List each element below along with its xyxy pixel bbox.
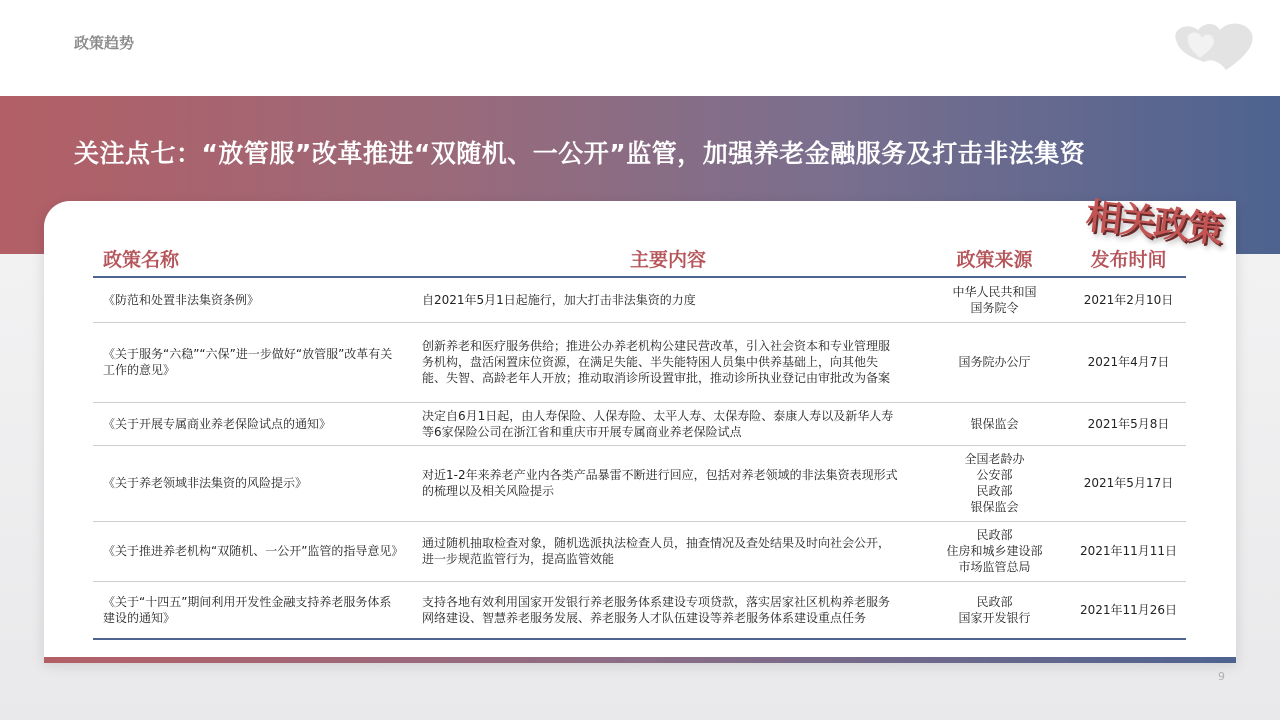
source-line: 公安部 xyxy=(976,468,1013,482)
page-title: 关注点七：“放管服”改革推进“双随机、一公开”监管，加强养老金融服务及打击非法集资 xyxy=(74,139,1086,168)
policy-content: 创新养老和医疗服务供给；推进公办养老机构公建民营改革，引入社会资本和专业管理服务机构，盘活闲置床位资源，在满足失能、半失能特困人员集中供养基础上，向其他失能、失智、高龄老年人开放；推动取消诊所设置审批，推动诊所执业登记由审批改为备案 xyxy=(418,322,918,402)
related-policy-stamp: 相关政策 xyxy=(1083,194,1224,251)
header-policy-source: 政策来源 xyxy=(918,245,1071,277)
policy-source xyxy=(918,445,1071,521)
table-row xyxy=(93,277,1186,322)
policy-name: 《关于服务“六稳”“六保”进一步做好“放管服”改革有关工作的意见》 xyxy=(93,322,418,402)
card-accent-bar xyxy=(44,657,1236,663)
policy-date: 2021年5月17日 xyxy=(1071,445,1186,521)
table-header-row xyxy=(93,245,1186,277)
source-line: 住房和城乡建设部 xyxy=(946,544,1043,558)
policy-source xyxy=(918,322,1071,402)
table-row xyxy=(93,445,1186,521)
header-policy-name: 政策名称 xyxy=(93,245,418,277)
policy-name: 《防范和处置非法集资条例》 xyxy=(93,277,418,322)
page-number: 9 xyxy=(1218,670,1225,683)
policy-table xyxy=(93,245,1186,640)
policy-content: 决定自6月1日起，由人寿保险、人保寿险、太平人寿、太保寿险、泰康人寿以及新华人寿等6家保险公司在浙江省和重庆市开展专属商业养老保险试点 xyxy=(418,402,918,445)
policy-name: 《关于养老领域非法集资的风险提示》 xyxy=(93,445,418,521)
policy-source xyxy=(918,277,1071,322)
policy-date: 2021年11月11日 xyxy=(1071,521,1186,581)
source-line: 中华人民共和国 xyxy=(952,284,1037,299)
heart-logo-icon xyxy=(1168,18,1258,74)
table-row xyxy=(93,581,1186,639)
policy-content: 通过随机抽取检查对象，随机选派执法检查人员，抽查情况及查处结果及时向社会公开，进一步规范监管行为，提高监管效能 xyxy=(418,521,918,581)
policy-source xyxy=(918,521,1071,581)
policy-date: 2021年5月8日 xyxy=(1071,402,1186,445)
policy-name: 《关于开展专属商业养老保险试点的通知》 xyxy=(93,402,418,445)
source-line: 国务院办公厅 xyxy=(958,355,1031,369)
policy-date: 2021年4月7日 xyxy=(1071,322,1186,402)
table-row xyxy=(93,402,1186,445)
policy-name: 《关于推进养老机构“双随机、一公开”监管的指导意见》 xyxy=(93,521,418,581)
source-line: 全国老龄办 xyxy=(964,452,1025,466)
source-line: 市场监管总局 xyxy=(958,560,1031,574)
source-line: 民政部 xyxy=(976,528,1013,542)
policy-content: 支持各地有效利用国家开发银行养老服务体系建设专项贷款，落实居家社区机构养老服务网络建设、智慧养老服务发展、养老服务人才队伍建设等养老服务体系建设重点任务 xyxy=(418,581,918,639)
header-publish-date: 发布时间 xyxy=(1071,245,1186,277)
source-line: 银保监会 xyxy=(970,416,1019,431)
source-line: 民政部 xyxy=(976,594,1013,609)
section-label: 政策趋势 xyxy=(74,34,135,52)
policy-source xyxy=(918,581,1071,639)
table-row xyxy=(93,521,1186,581)
policy-content: 对近1-2年来养老产业内各类产品暴雷不断进行回应，包括对养老领域的非法集资表现形式的梳理以及相关风险提示 xyxy=(418,445,918,521)
header-main-content: 主要内容 xyxy=(418,245,918,277)
source-line: 银保监会 xyxy=(970,500,1019,514)
source-line: 民政部 xyxy=(976,484,1013,498)
source-line: 国务院令 xyxy=(970,300,1019,315)
table-row xyxy=(93,322,1186,402)
policy-date: 2021年11月26日 xyxy=(1071,581,1186,639)
policy-date: 2021年2月10日 xyxy=(1071,277,1186,322)
source-line: 国家开发银行 xyxy=(958,610,1031,625)
policy-content: 自2021年5月1日起施行，加大打击非法集资的力度 xyxy=(418,277,918,322)
policy-source xyxy=(918,402,1071,445)
policy-name: 《关于“十四五”期间利用开发性金融支持养老服务体系建设的通知》 xyxy=(93,581,418,639)
